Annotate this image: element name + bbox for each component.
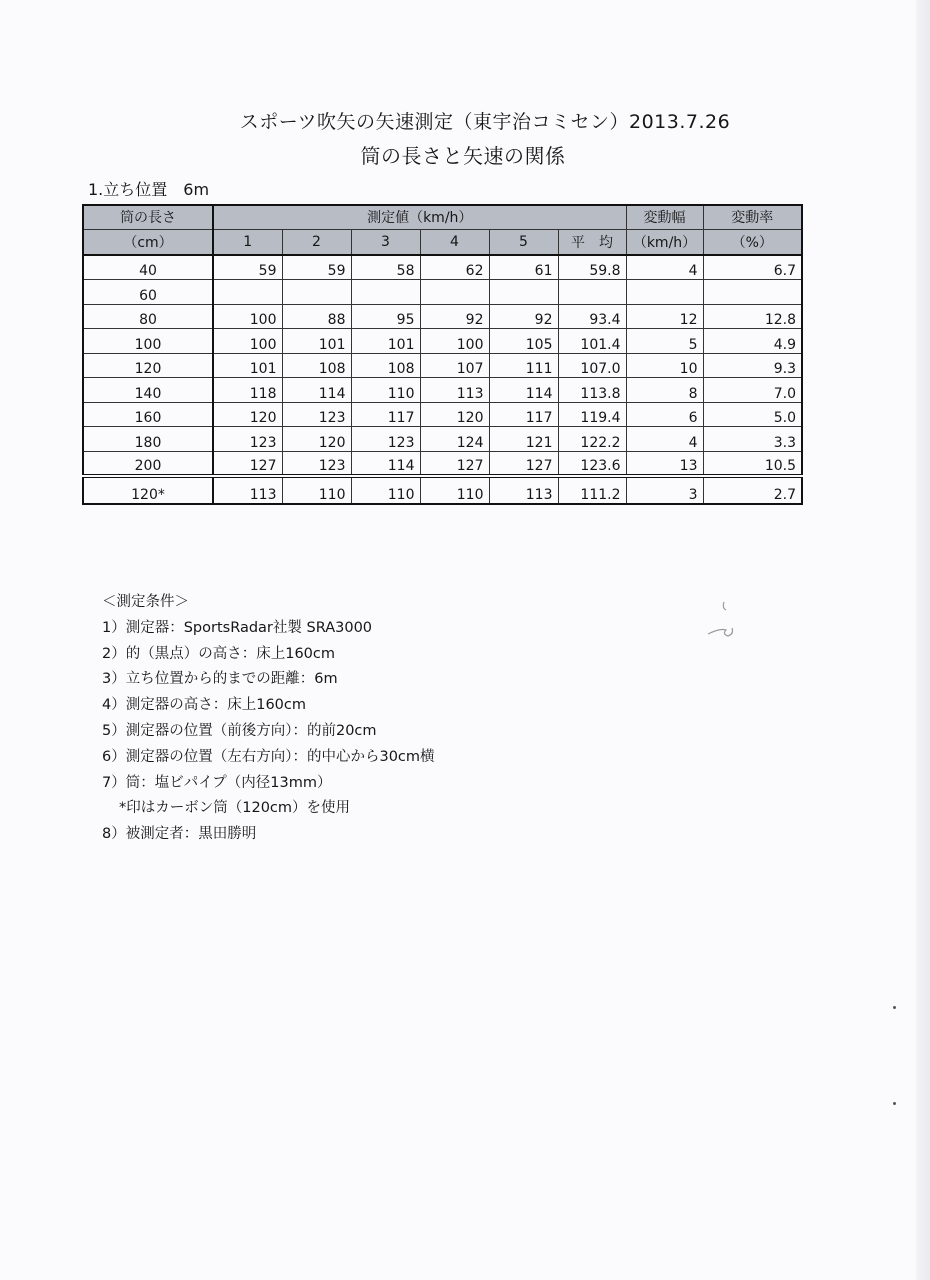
- cell-avg: 59.8: [558, 255, 626, 280]
- cell-v5: 127: [489, 451, 558, 476]
- table-row: [83, 476, 802, 504]
- cell-range: 3: [626, 476, 703, 504]
- cell-v1: 123: [213, 427, 282, 452]
- cell-avg: 111.2: [558, 476, 626, 504]
- cell-v5: 61: [489, 255, 558, 280]
- cell-range: 6: [626, 402, 703, 427]
- cell-v2: 114: [282, 378, 351, 403]
- table-row: [83, 280, 802, 305]
- cell-v1: 118: [213, 378, 282, 403]
- conditions-heading: ＜測定条件＞: [102, 594, 189, 610]
- cell-v3: 110: [351, 378, 420, 403]
- table-row: [83, 451, 802, 476]
- cell-avg: 101.4: [558, 329, 626, 354]
- cell-v4: 110: [420, 476, 489, 504]
- cell-v2: 123: [282, 451, 351, 476]
- cell-v2: 108: [282, 353, 351, 378]
- conditions-block: [102, 590, 435, 848]
- cell-rate: 4.9: [703, 329, 802, 354]
- cell-v1: [213, 280, 282, 305]
- header-trial-4: 4: [420, 229, 489, 255]
- cell-avg: 93.4: [558, 304, 626, 329]
- header-trial-3: 3: [351, 229, 420, 255]
- cell-v3: 101: [351, 329, 420, 354]
- cell-length: 40: [83, 255, 213, 280]
- speck: [893, 1102, 896, 1105]
- header-measured: 測定値（km/h）: [213, 205, 626, 229]
- condition-item: 3）立ち位置から的までの距離：6m: [102, 671, 338, 688]
- cell-v4: 120: [420, 402, 489, 427]
- header-trial-1: 1: [213, 229, 282, 255]
- header-range: 変動幅: [626, 205, 703, 229]
- condition-item: 4）測定器の高さ：床上160cm: [102, 697, 306, 714]
- table-row: [83, 255, 802, 280]
- header-rate-unit: （%）: [703, 229, 802, 255]
- cell-length: 120: [83, 353, 213, 378]
- cell-range: 8: [626, 378, 703, 403]
- cell-v1: 101: [213, 353, 282, 378]
- cell-v3: 108: [351, 353, 420, 378]
- cell-v4: 124: [420, 427, 489, 452]
- condition-item: 5）測定器の位置（前後方向）：的前20cm: [102, 722, 377, 739]
- cell-v2: 101: [282, 329, 351, 354]
- cell-v4: 62: [420, 255, 489, 280]
- cell-rate: 2.7: [703, 476, 802, 504]
- page-edge: [916, 0, 930, 1280]
- cell-range: 5: [626, 329, 703, 354]
- cell-range: 12: [626, 304, 703, 329]
- header-average: 平 均: [558, 229, 626, 255]
- cell-v4: 113: [420, 378, 489, 403]
- cell-avg: 119.4: [558, 402, 626, 427]
- cell-v5: 92: [489, 304, 558, 329]
- cell-v1: 100: [213, 329, 282, 354]
- cell-v3: 114: [351, 451, 420, 476]
- cell-v2: 88: [282, 304, 351, 329]
- measurement-table: [82, 204, 803, 505]
- header-rate: 変動率: [703, 205, 802, 229]
- cell-v4: 107: [420, 353, 489, 378]
- header-range-unit: （km/h）: [626, 229, 703, 255]
- cell-range: 4: [626, 255, 703, 280]
- cell-avg: 123.6: [558, 451, 626, 476]
- cell-length: 120*: [83, 476, 213, 504]
- cell-v5: 114: [489, 378, 558, 403]
- cell-v4: 100: [420, 329, 489, 354]
- table-row: [83, 427, 802, 452]
- condition-item: 8）被測定者：黒田勝明: [102, 826, 257, 843]
- cell-v2: [282, 280, 351, 305]
- cell-rate: 9.3: [703, 353, 802, 378]
- cell-v2: 123: [282, 402, 351, 427]
- cell-v3: 123: [351, 427, 420, 452]
- cell-length: 100: [83, 329, 213, 354]
- cell-v2: 120: [282, 427, 351, 452]
- section-heading: 1.立ち位置 6m: [88, 180, 210, 199]
- table-row: [83, 402, 802, 427]
- cell-rate: 7.0: [703, 378, 802, 403]
- cell-v5: [489, 280, 558, 305]
- cell-v1: 120: [213, 402, 282, 427]
- cell-rate: 6.7: [703, 255, 802, 280]
- cell-v4: [420, 280, 489, 305]
- table-subheader-row: [83, 229, 802, 255]
- condition-item: 7）筒：塩ビパイプ（内径13mm）: [102, 774, 332, 791]
- cell-rate: [703, 280, 802, 305]
- cell-rate: 12.8: [703, 304, 802, 329]
- header-trial-5: 5: [489, 229, 558, 255]
- cell-rate: 5.0: [703, 402, 802, 427]
- cell-range: 13: [626, 451, 703, 476]
- cell-v5: 113: [489, 476, 558, 504]
- cell-v1: 100: [213, 304, 282, 329]
- cell-length: 180: [83, 427, 213, 452]
- table-header-row: [83, 205, 802, 229]
- cell-range: [626, 280, 703, 305]
- cell-length: 60: [83, 280, 213, 305]
- condition-note: *印はカーボン筒（120cm）を使用: [119, 800, 351, 817]
- header-trial-2: 2: [282, 229, 351, 255]
- cell-v5: 105: [489, 329, 558, 354]
- header-length-unit: （cm）: [83, 229, 213, 255]
- cell-v1: 113: [213, 476, 282, 504]
- header-length: 筒の長さ: [83, 205, 213, 229]
- table-row: [83, 378, 802, 403]
- cell-v5: 111: [489, 353, 558, 378]
- cell-v5: 121: [489, 427, 558, 452]
- cell-v3: 117: [351, 402, 420, 427]
- cell-length: 80: [83, 304, 213, 329]
- cell-v3: 58: [351, 255, 420, 280]
- table-row: [83, 304, 802, 329]
- document-title: スポーツ吹矢の矢速測定（東宇治コミセン）2013.7.26: [239, 111, 731, 133]
- cell-range: 4: [626, 427, 703, 452]
- cell-length: 140: [83, 378, 213, 403]
- cell-avg: 122.2: [558, 427, 626, 452]
- condition-item: 6）測定器の位置（左右方向）：的中心から30cm横: [102, 748, 435, 765]
- cell-length: 200: [83, 451, 213, 476]
- cell-rate: 10.5: [703, 451, 802, 476]
- cell-v4: 127: [420, 451, 489, 476]
- cell-v2: 59: [282, 255, 351, 280]
- table-row: [83, 353, 802, 378]
- condition-item: 1）測定器：SportsRadar社製 SRA3000: [102, 619, 373, 636]
- cell-v4: 92: [420, 304, 489, 329]
- cell-v1: 127: [213, 451, 282, 476]
- cell-v3: 110: [351, 476, 420, 504]
- speck: [893, 1006, 896, 1009]
- cell-v1: 59: [213, 255, 282, 280]
- cell-v5: 117: [489, 402, 558, 427]
- table-row: [83, 329, 802, 354]
- document-subtitle: 筒の長さと矢速の関係: [360, 144, 566, 168]
- cell-avg: 107.0: [558, 353, 626, 378]
- cell-length: 160: [83, 402, 213, 427]
- cell-rate: 3.3: [703, 427, 802, 452]
- cell-v3: [351, 280, 420, 305]
- pencil-mark: [698, 598, 748, 648]
- cell-avg: [558, 280, 626, 305]
- condition-item: 2）的（黒点）の高さ：床上160cm: [102, 645, 335, 662]
- cell-v3: 95: [351, 304, 420, 329]
- cell-avg: 113.8: [558, 378, 626, 403]
- cell-v2: 110: [282, 476, 351, 504]
- cell-range: 10: [626, 353, 703, 378]
